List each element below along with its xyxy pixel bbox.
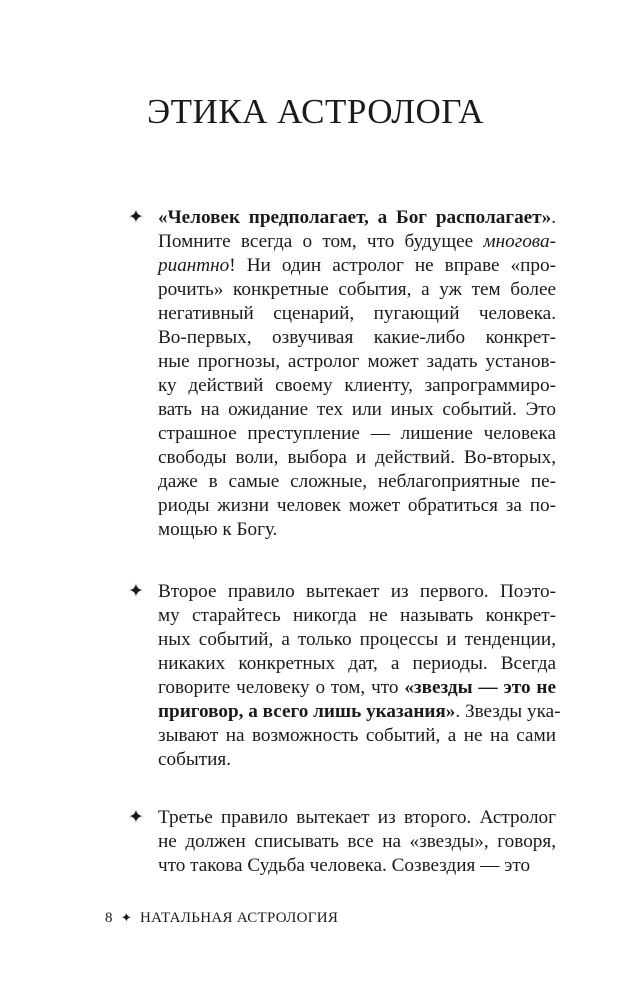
text-run: негативный сценарий, пугающий человека. bbox=[158, 303, 556, 324]
text-line bbox=[158, 830, 556, 854]
text-line bbox=[158, 604, 556, 628]
text-run: что такова Судьба человека. Созвездия — это bbox=[158, 855, 531, 876]
star-bullet-icon: ✦ bbox=[128, 207, 144, 228]
bold-text: приговор, а всего лишь указания» bbox=[158, 701, 456, 722]
text-line bbox=[158, 518, 556, 542]
page-number: 8 bbox=[105, 910, 113, 926]
text-run: даже в самые сложные, неблагоприятные пе- bbox=[158, 471, 556, 492]
text-run: . bbox=[551, 207, 556, 228]
text-line bbox=[158, 422, 556, 446]
text-line bbox=[158, 398, 556, 422]
text-run: не должен списывать все на «звезды», говоря, bbox=[158, 831, 556, 852]
text-run: Третье правило вытекает из второго. Астролог bbox=[158, 807, 556, 828]
text-run: ку действий своему клиенту, запрограммиро- bbox=[158, 375, 556, 396]
text-run: ! Ни один астролог не вправе «про- bbox=[229, 255, 556, 276]
text-run: му старайтесь никогда не называть конкрет- bbox=[158, 605, 556, 626]
text-line bbox=[158, 278, 556, 302]
text-run: никаких конкретных дат, а периоды. Всегда bbox=[158, 653, 556, 674]
text-line bbox=[158, 806, 556, 830]
text-run: события. bbox=[158, 749, 232, 770]
text-run: Второе правило вытекает из первого. Поэто- bbox=[158, 581, 556, 602]
text-line bbox=[158, 470, 556, 494]
page-footer bbox=[105, 908, 338, 928]
text-line bbox=[158, 302, 556, 326]
text-line bbox=[158, 254, 556, 278]
text-run: зывают на возможность событий, а не на сами bbox=[158, 725, 556, 746]
text-run: ные прогнозы, астролог может задать установ- bbox=[158, 351, 556, 372]
text-line bbox=[158, 700, 561, 724]
italic-text: многова- bbox=[483, 231, 556, 252]
text-run: Помните всегда о том, что будущее bbox=[158, 231, 484, 252]
text-run: страшное преступление — лишение человека bbox=[158, 423, 556, 444]
text-line bbox=[158, 350, 556, 374]
text-line bbox=[158, 854, 556, 878]
text-line bbox=[158, 494, 556, 518]
text-run: Во-первых, озвучивая какие-либо конкрет- bbox=[158, 327, 556, 348]
text-line bbox=[158, 326, 556, 350]
text-run: свободы воли, выбора и действий. Во-вторых, bbox=[158, 447, 556, 468]
text-line bbox=[158, 652, 556, 676]
text-line bbox=[158, 374, 556, 398]
text-run: говорите человеку о том, что bbox=[158, 677, 405, 698]
chapter-title: ЭТИКА АСТРОЛОГА bbox=[146, 92, 485, 131]
bold-text: «звезды — это не bbox=[404, 677, 556, 698]
text-run: риоды жизни человек может обратиться за по- bbox=[158, 495, 556, 516]
text-line bbox=[158, 724, 556, 748]
text-run: рочить» конкретные события, а уж тем более bbox=[158, 279, 556, 300]
text-line bbox=[158, 580, 556, 604]
text-line bbox=[158, 206, 556, 230]
text-run: вать на ожидание тех или иных событий. Это bbox=[158, 399, 556, 420]
italic-text: риантно bbox=[158, 255, 230, 276]
bold-text: «Человек предполагает, а Бог располагает» bbox=[158, 207, 552, 228]
text-line bbox=[158, 230, 556, 254]
text-line bbox=[158, 676, 556, 700]
text-run: ных событий, а только процессы и тенденции, bbox=[158, 629, 556, 650]
text-run: . Звезды ука- bbox=[455, 701, 561, 722]
star-separator-icon: ✦ bbox=[120, 910, 133, 925]
text-run: мощью к Богу. bbox=[158, 519, 278, 540]
text-line bbox=[158, 748, 556, 772]
text-line bbox=[158, 446, 556, 470]
star-bullet-icon: ✦ bbox=[128, 581, 144, 602]
star-bullet-icon: ✦ bbox=[128, 807, 144, 828]
text-line bbox=[158, 628, 556, 652]
running-title: НАТАЛЬНАЯ АСТРОЛОГИЯ bbox=[140, 910, 339, 926]
